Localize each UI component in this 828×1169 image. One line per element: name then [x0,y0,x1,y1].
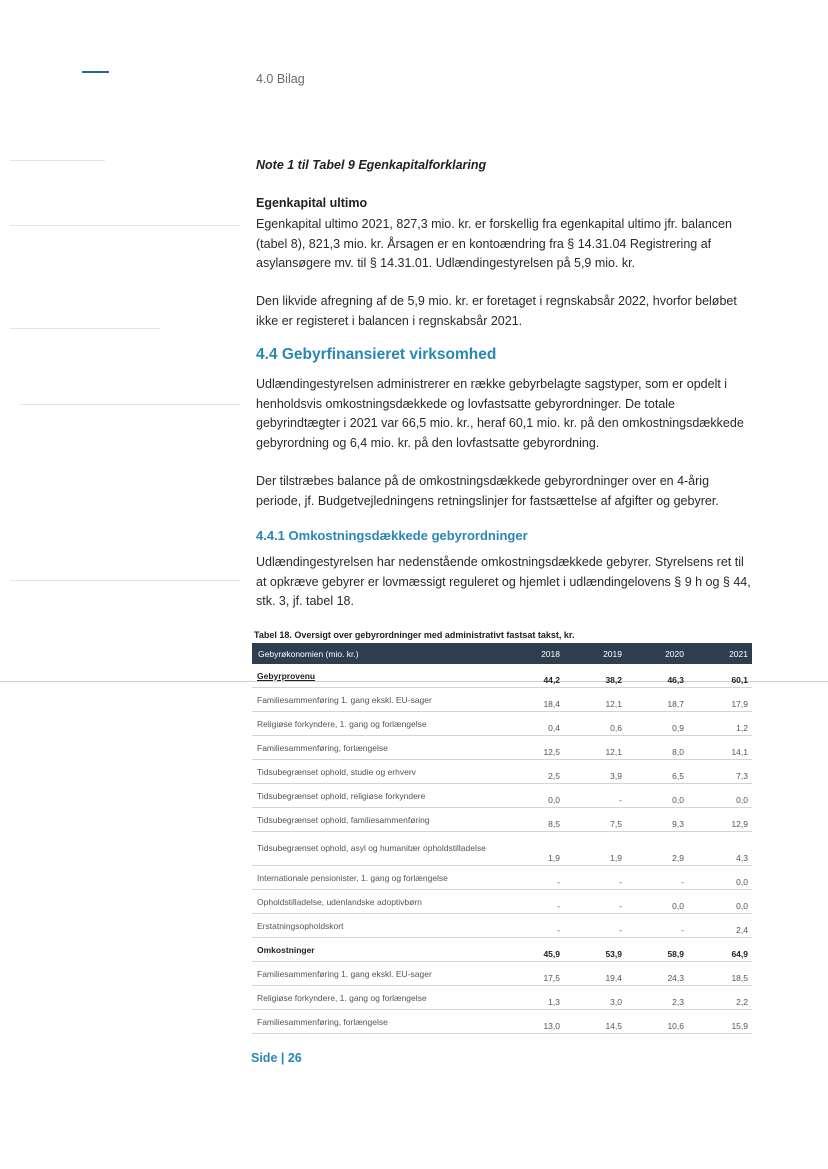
row-label: Tidsubegrænset ophold, asyl og humanitær opholdstilladelse [252,832,502,866]
subsection-paragraph: Udlændingestyrelsen har nedenstående omkostningsdækkede gebyrer. Styrelsens ret til at opkræve gebyrer er lovmæssigt reguleret og hjemlet i udlændingelovens § 9 h og § 44, stk. 3, jf. tabel 18. [256,555,751,608]
table-cell: 0,0 [688,890,752,914]
scan-artifact [10,580,240,581]
table-cell: 14,5 [564,1010,626,1034]
scan-artifact [10,225,240,226]
note-paragraph: Den likvide afregning af de 5,9 mio. kr. er foretaget i regnskabsår 2022, hvorfor beløbet ikke er registeret i balancen i regnskabsår 2021. [256,294,737,328]
table-row [252,784,752,808]
table-header-row [252,643,752,664]
table-cell: 2,3 [626,986,688,1010]
table-row [252,962,752,986]
note-title: Note 1 til Tabel 9 Egenkapitalforklaring [256,158,487,172]
section-heading: 4.4 Gebyrfinansieret virksomhed [256,346,497,363]
table-cell: 12,5 [502,736,564,760]
scan-artifact [10,160,105,161]
table-cell: 1,2 [688,712,752,736]
table-cell: 45,9 [502,938,564,962]
table-cell: 1,3 [502,986,564,1010]
table-cell: 2,2 [688,986,752,1010]
table-cell: 9,3 [626,808,688,832]
table-cell: 0,0 [688,866,752,890]
column-header: Gebyrøkonomien (mio. kr.) [252,643,502,664]
table-cell: 2,5 [502,760,564,784]
column-header: 2018 [502,643,564,664]
table-row [252,938,752,962]
row-label: Gebyrprovenu [252,664,502,688]
table-cell: 18,7 [626,688,688,712]
column-header: 2019 [564,643,626,664]
table-cell: - [626,866,688,890]
chapter-label: 4.0 Bilag [256,72,305,86]
table-cell: 19,4 [564,962,626,986]
table-row [252,688,752,712]
table-cell: 7,5 [564,808,626,832]
table-row [252,890,752,914]
table-caption: Tabel 18. Oversigt over gebyrordninger med administrativt fastsat takst, kr. [254,630,575,640]
table-cell: 0,0 [626,890,688,914]
table-row [252,866,752,890]
table-cell: 15,9 [688,1010,752,1034]
row-label: Omkostninger [252,938,502,962]
table-cell: - [626,914,688,938]
row-label: Opholdstilladelse, udenlandske adoptivbørn [252,890,502,914]
table-cell: - [502,914,564,938]
table-cell: 1,9 [564,832,626,866]
table-row [252,832,752,866]
table-cell: 0,0 [502,784,564,808]
table-cell: 8,5 [502,808,564,832]
table-cell: 0,6 [564,712,626,736]
table-cell: 2,9 [626,832,688,866]
table-row [252,986,752,1010]
table-cell: - [502,866,564,890]
table-row [252,808,752,832]
table-cell: 4,3 [688,832,752,866]
row-label: Tidsubegrænset ophold, studie og erhverv [252,760,502,784]
row-label: Erstatningsopholdskort [252,914,502,938]
table-cell: 17,5 [502,962,564,986]
table-cell: 60,1 [688,664,752,688]
table-cell: 38,2 [564,664,626,688]
row-label: Familiesammenføring 1. gang ekskl. EU-sager [252,688,502,712]
scan-artifact [10,328,160,329]
fee-table [252,643,752,1034]
page-number: Side | 26 [251,1051,302,1065]
table-cell: 3,0 [564,986,626,1010]
row-label: Familiesammenføring, forlængelse [252,736,502,760]
table-row [252,664,752,688]
table-cell: - [564,914,626,938]
table-cell: 17,9 [688,688,752,712]
row-label: Internationale pensionister, 1. gang og forlængelse [252,866,502,890]
row-label: Familiesammenføring 1. gang ekskl. EU-sager [252,962,502,986]
table-cell: 46,3 [626,664,688,688]
table-cell: - [564,890,626,914]
table-cell: 7,3 [688,760,752,784]
column-header: 2020 [626,643,688,664]
note-subheading: Egenkapital ultimo [256,196,368,210]
table-cell: 18,5 [688,962,752,986]
table-cell: 2,4 [688,914,752,938]
table-cell: 6,5 [626,760,688,784]
header-accent-line [82,71,109,73]
table-cell: 8,0 [626,736,688,760]
table-cell: 0,4 [502,712,564,736]
table-cell: 18,4 [502,688,564,712]
table-cell: - [564,784,626,808]
table-cell: 0,9 [626,712,688,736]
table-cell: 13,0 [502,1010,564,1034]
row-label: Religiøse forkyndere, 1. gang og forlængelse [252,986,502,1010]
table-cell: 14,1 [688,736,752,760]
table-row [252,760,752,784]
note-paragraph: Egenkapital ultimo 2021, 827,3 mio. kr. er forskellig fra egenkapital ultimo jfr. balancen (tabel 8), 821,3 mio. kr. Årsagen er en kontoændring fra § 14.31.04 Registrering af asylansøgere mv. til § 14.31.01. Udlændingestyrelsen på 5,9 mio. kr. [256,217,732,270]
table-cell: 1,9 [502,832,564,866]
table-cell: - [564,866,626,890]
table-cell: 53,9 [564,938,626,962]
table-row [252,1010,752,1034]
table-cell: 58,9 [626,938,688,962]
table-cell: 12,1 [564,688,626,712]
table-row [252,712,752,736]
table-cell: 44,2 [502,664,564,688]
table-row [252,736,752,760]
table-cell: 64,9 [688,938,752,962]
section-paragraph: Udlændingestyrelsen administrerer en række gebyrbelagte sagstyper, som er opdelt i henholdsvis omkostningsdækkede og lovfastsatte gebyrordninger. De totale gebyrindtægter i 2021 var 66,5 mio. kr., heraf 60,1 mio. kr. på den omkostningsdækkede gebyrordning og 6,4 mio. kr. på den lovfastsatte gebyrordning. [256,377,744,450]
row-label: Tidsubegrænset ophold, religiøse forkyndere [252,784,502,808]
subsection-heading: 4.4.1 Omkostningsdækkede gebyrordninger [256,528,528,543]
row-label: Religiøse forkyndere, 1. gang og forlængelse [252,712,502,736]
table-cell: 12,9 [688,808,752,832]
row-label: Tidsubegrænset ophold, familiesammenføring [252,808,502,832]
row-label: Familiesammenføring, forlængelse [252,1010,502,1034]
table-cell: - [502,890,564,914]
table-cell: 0,0 [688,784,752,808]
table-row [252,914,752,938]
table-cell: 3,9 [564,760,626,784]
section-paragraph: Der tilstræbes balance på de omkostningsdækkede gebyrordninger over en 4-årig periode, jf. Budgetvejledningens retningslinjer for fastsættelse af afgifter og gebyrer. [256,474,719,508]
table-cell: 24,3 [626,962,688,986]
scan-artifact [20,404,240,405]
column-header: 2021 [688,643,752,664]
table-cell: 12,1 [564,736,626,760]
table-cell: 10,6 [626,1010,688,1034]
table-cell: 0,0 [626,784,688,808]
